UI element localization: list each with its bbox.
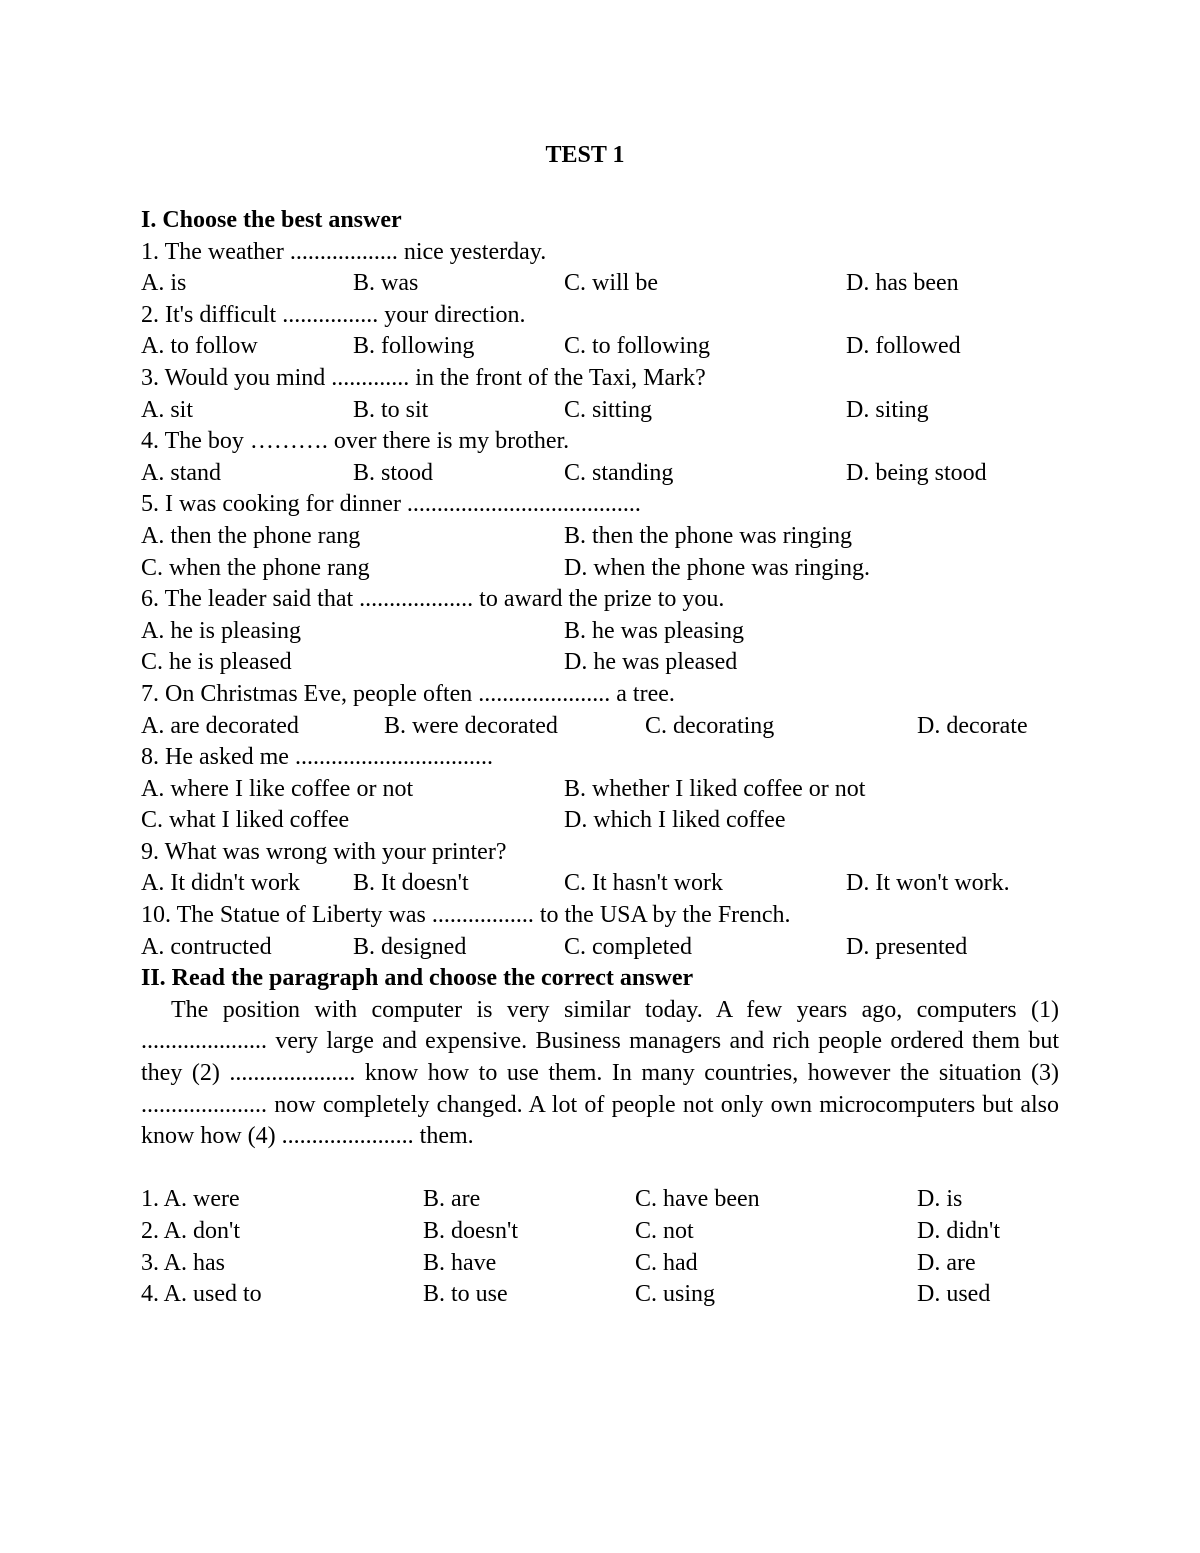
answer-option[interactable]: B. have <box>423 1249 497 1276</box>
page-title: TEST 1 <box>545 142 625 168</box>
answer-option[interactable]: D. which I liked coffee <box>564 807 786 834</box>
answer-list <box>141 1184 1059 1310</box>
answer-option[interactable]: D. has been <box>846 270 959 297</box>
answer-option[interactable]: B. to use <box>423 1281 508 1308</box>
answer-option[interactable]: 4. A. used to <box>141 1281 262 1308</box>
answer-option[interactable]: B. It doesn't <box>353 870 469 897</box>
answer-option[interactable]: C. standing <box>564 459 674 486</box>
options-row <box>141 711 1059 743</box>
answer-option[interactable]: D. presented <box>846 933 968 960</box>
answer-option[interactable]: C. sitting <box>564 396 653 423</box>
section-2-heading: II. Read the paragraph and choose the correct answer <box>141 965 694 992</box>
options-row <box>141 774 1059 806</box>
answer-option[interactable]: D. are <box>917 1249 976 1276</box>
question-text: 1. The weather .................. nice yesterday. <box>141 238 547 265</box>
question-text: 8. He asked me ................................. <box>141 744 493 771</box>
question-list <box>141 237 1059 964</box>
options-row <box>141 458 1059 490</box>
answer-option[interactable]: C. will be <box>564 270 658 297</box>
answer-option[interactable]: B. were decorated <box>384 712 558 739</box>
test-content <box>141 205 1059 1311</box>
answer-option[interactable]: D. decorate <box>917 712 1028 739</box>
answer-option[interactable]: B. was <box>353 270 419 297</box>
question-text: 2. It's difficult ................ your direction. <box>141 301 526 328</box>
answer-option[interactable]: A. where I like coffee or not <box>141 775 414 802</box>
answer-option[interactable]: D. didn't <box>917 1218 1000 1244</box>
answer-option[interactable]: D. is <box>917 1186 963 1213</box>
answer-option[interactable]: A. is <box>141 270 187 297</box>
options-row <box>141 521 1059 553</box>
answer-option[interactable]: D. followed <box>846 333 961 360</box>
answer-option[interactable]: 1. A. were <box>141 1186 240 1213</box>
answer-option[interactable]: A. to follow <box>141 333 258 360</box>
answer-option[interactable]: A. then the phone rang <box>141 522 361 549</box>
question-text: 3. Would you mind ............. in the front of the Taxi, Mark? <box>141 364 706 391</box>
answer-option[interactable]: B. designed <box>353 933 467 960</box>
reading-answer-row <box>141 1279 1059 1311</box>
options-row <box>141 647 1059 679</box>
answer-option[interactable]: B. he was pleasing <box>564 617 744 644</box>
answer-option[interactable]: C. to following <box>564 333 711 360</box>
options-row <box>141 616 1059 648</box>
answer-option[interactable]: D. siting <box>846 396 929 423</box>
answer-option[interactable]: D. It won't work. <box>846 870 1010 897</box>
answer-option[interactable]: A. he is pleasing <box>141 617 301 644</box>
answer-option[interactable]: C. have been <box>635 1186 760 1213</box>
answer-option[interactable]: B. are <box>423 1186 481 1213</box>
answer-option[interactable]: C. using <box>635 1281 716 1308</box>
options-row <box>141 395 1059 427</box>
answer-option[interactable]: 2. A. don't <box>141 1218 240 1244</box>
answer-option[interactable]: A. are decorated <box>141 712 299 739</box>
options-row <box>141 805 1059 837</box>
answer-option[interactable]: B. to sit <box>353 396 429 423</box>
answer-option[interactable]: A. contructed <box>141 933 272 960</box>
reading-paragraph: The position with computer is very similar today. A few years ago, computers (1) ..................... very large and expensive. Business managers and rich people ordered them but they (2) ..................... know how to use them. In many countries, however the situation (3) ..................... now completely changed. A lot of people not only own microcomputers but also know how (4) ...................... them. <box>141 996 1059 1150</box>
answer-option[interactable]: 3. A. has <box>141 1249 225 1276</box>
options-row <box>141 331 1059 363</box>
question-text: 9. What was wrong with your printer? <box>141 838 507 865</box>
answer-option[interactable]: C. he is pleased <box>141 649 292 676</box>
options-row <box>141 268 1059 300</box>
options-row <box>141 932 1059 964</box>
answer-option[interactable]: D. used <box>917 1281 991 1308</box>
reading-answer-row <box>141 1248 1059 1280</box>
answer-option[interactable]: D. being stood <box>846 459 987 486</box>
answer-option[interactable]: B. doesn't <box>423 1218 518 1244</box>
answer-option[interactable]: A. sit <box>141 396 194 423</box>
answer-option[interactable]: B. then the phone was ringing <box>564 522 852 549</box>
answer-option[interactable]: D. when the phone was ringing. <box>564 554 870 581</box>
reading-answer-row <box>141 1216 1059 1248</box>
answer-option[interactable]: B. stood <box>353 459 434 486</box>
options-row <box>141 553 1059 585</box>
answer-option[interactable]: A. It didn't work <box>141 870 300 897</box>
spacer <box>141 1153 1059 1185</box>
answer-option[interactable]: C. what I liked coffee <box>141 807 350 834</box>
answer-option[interactable]: C. completed <box>564 933 692 960</box>
section-1-heading: I. Choose the best answer <box>141 207 402 233</box>
question-text: 4. The boy ………. over there is my brother. <box>141 428 570 455</box>
question-text: 5. I was cooking for dinner ....................................... <box>141 491 641 518</box>
answer-option[interactable]: B. whether I liked coffee or not <box>564 775 866 802</box>
answer-option[interactable]: C. It hasn't work <box>564 870 723 897</box>
answer-option[interactable]: B. following <box>353 333 475 360</box>
answer-option[interactable]: C. had <box>635 1249 698 1276</box>
options-row <box>141 868 1059 900</box>
answer-option[interactable]: C. decorating <box>645 712 775 739</box>
question-text: 7. On Christmas Eve, people often ...................... a tree. <box>141 680 675 707</box>
answer-option[interactable]: A. stand <box>141 459 221 486</box>
reading-answer-row <box>141 1184 1059 1216</box>
question-text: 10. The Statue of Liberty was ................. to the USA by the French. <box>141 902 791 929</box>
answer-option[interactable]: D. he was pleased <box>564 649 738 676</box>
question-text: 6. The leader said that ................... to award the prize to you. <box>141 586 725 613</box>
answer-option[interactable]: C. when the phone rang <box>141 554 370 581</box>
answer-option[interactable]: C. not <box>635 1218 694 1244</box>
